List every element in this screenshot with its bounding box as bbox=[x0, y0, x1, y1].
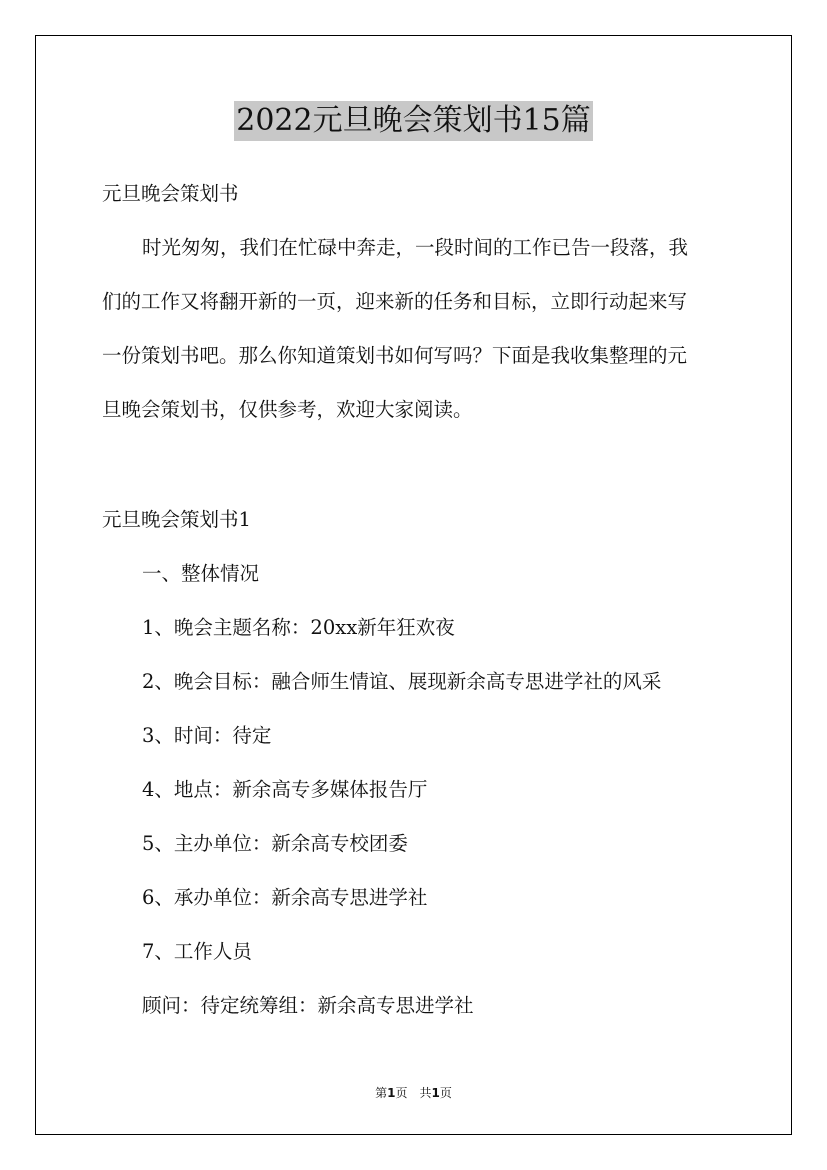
list-item: 2、晚会目标：融合师生情谊、展现新余高专思进学社的风采 bbox=[142, 670, 662, 693]
intro-heading: 元旦晚会策划书 bbox=[102, 182, 239, 205]
page-footer bbox=[0, 1086, 827, 1100]
list-item: 5、主办单位：新余高专校团委 bbox=[142, 832, 408, 855]
section-heading: 元旦晚会策划书1 bbox=[102, 508, 251, 531]
list-item: 顾问：待定统筹组：新余高专思进学社 bbox=[142, 994, 474, 1017]
intro-line: 一份策划书吧。那么你知道策划书如何写吗？下面是我收集整理的元 bbox=[102, 344, 688, 367]
list-item: 一、整体情况 bbox=[142, 562, 260, 585]
intro-line: 旦晚会策划书，仅供参考，欢迎大家阅读。 bbox=[102, 398, 473, 421]
document-title: 2022元旦晚会策划书15篇 bbox=[234, 101, 593, 141]
footer-mid: 页 共 bbox=[395, 1086, 432, 1100]
intro-line: 时光匆匆，我们在忙碌中奔走，一段时间的工作已告一段落，我 bbox=[142, 236, 689, 259]
footer-suffix: 页 bbox=[439, 1086, 452, 1100]
list-item: 3、时间：待定 bbox=[142, 724, 272, 747]
list-item: 4、地点：新余高专多媒体报告厅 bbox=[142, 778, 428, 801]
list-item: 7、工作人员 bbox=[142, 940, 252, 963]
list-item: 1、晚会主题名称：20xx新年狂欢夜 bbox=[142, 616, 455, 639]
intro-line: 们的工作又将翻开新的一页，迎来新的任务和目标，立即行动起来写 bbox=[102, 290, 688, 313]
footer-page-number: 1 bbox=[387, 1086, 396, 1100]
footer-prefix: 第 bbox=[375, 1086, 388, 1100]
footer-page-total: 1 bbox=[431, 1086, 440, 1100]
title-block bbox=[0, 101, 827, 141]
list-item: 6、承办单位：新余高专思进学社 bbox=[142, 886, 428, 909]
